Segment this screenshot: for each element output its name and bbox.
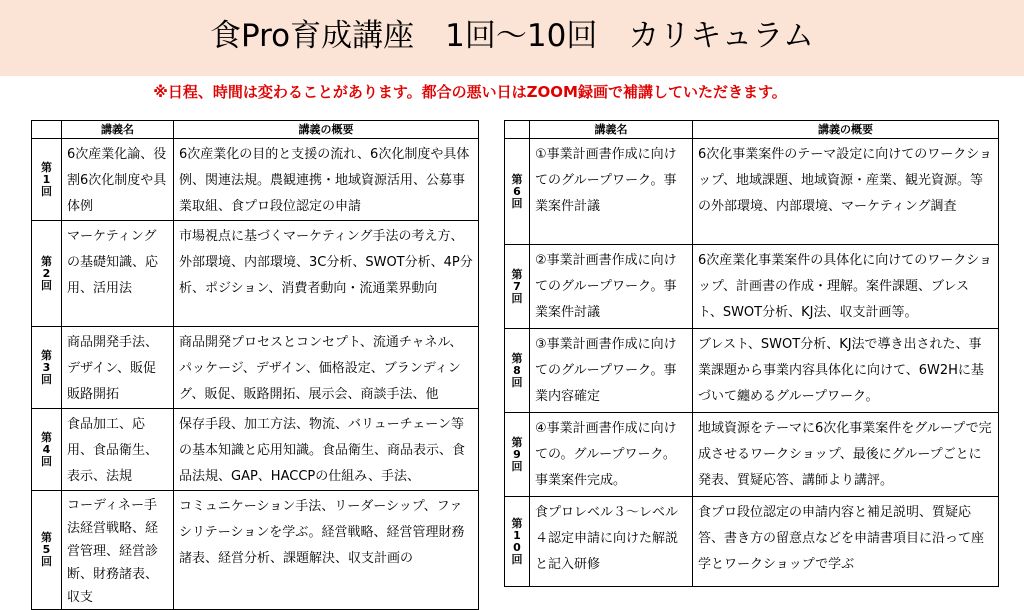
number-header: [32, 121, 62, 139]
lecture-name: ①事業計画書作成に向けてのグループワーク。事業案件計議: [530, 139, 693, 245]
table-row: [32, 327, 479, 409]
lecture-name: 食品加工、応用、食品衛生、表示、法規: [62, 409, 174, 491]
lecture-number: 第4回: [32, 409, 62, 491]
lecture-name: ④事業計画書作成に向けての。グループワーク。事業案件完成。: [530, 413, 693, 497]
lecture-name: ③事業計画書作成に向けてのグループワーク。事業内容確定: [530, 329, 693, 413]
lecture-summary: 商品開発プロセスとコンセプト、流通チャネル、パッケージ、デザイン、価格設定、ブランディング、販促、販路開拓、展示会、商談手法、他: [174, 327, 479, 409]
table-row: [505, 497, 999, 587]
number-header: [505, 121, 530, 139]
lecture-number: 第5回: [32, 491, 62, 610]
summary-header: 講義の概要: [693, 121, 999, 139]
summary-header: 講義の概要: [174, 121, 479, 139]
lecture-summary: 6次産業化事業案件の具体化に向けてのワークショップ、計画書の作成・理解。案件課題、ブレスト、SWOT分析、KJ法、収支計画等。: [693, 245, 999, 329]
lecture-name: マーケティングの基礎知識、応用、活用法: [62, 221, 174, 327]
lecture-name: コーディネー手法経営戦略、経営管理、経営診断、財務諸表、収支: [62, 491, 174, 610]
lecture-number: 第6回: [505, 139, 530, 245]
lecture-summary: 6次化事業案件のテーマ設定に向けてのワークショップ、地域課題、地域資源・産業、観光資源。等の外部環境、内部環境、マーケティング調査: [693, 139, 999, 245]
table-row: [505, 329, 999, 413]
table-row: [505, 413, 999, 497]
table-header-row: [505, 121, 999, 139]
curriculum-table-left: [31, 120, 479, 610]
lecture-summary: 市場視点に基づくマーケティング手法の考え方、外部環境、内部環境、3C分析、SWOT分析、4P分析、ポジション、消費者動向・流通業界動向: [174, 221, 479, 327]
lecture-number: 第8回: [505, 329, 530, 413]
lecture-number: 第10回: [505, 497, 530, 587]
table-row: [32, 409, 479, 491]
lecture-name: 食プロレベル３～レベル４認定申請に向けた解説と記入研修: [530, 497, 693, 587]
lecture-number: 第2回: [32, 221, 62, 327]
lecture-name: ②事業計画書作成に向けてのグループワーク。事業案件討議: [530, 245, 693, 329]
schedule-notice: ※日程、時間は変わることがあります。都合の悪い日はZOOM録画で補講していただきます。: [153, 83, 787, 101]
lecture-summary: 食プロ段位認定の申請内容と補足説明、質疑応答、書き方の留意点などを申請書項目に沿って座学とワークショップで学ぶ: [693, 497, 999, 587]
lecture-name: 6次産業化論、役割6次化制度や具体例: [62, 139, 174, 221]
lecture-number: 第3回: [32, 327, 62, 409]
lecture-name: 商品開発手法、デザイン、販促販路開拓: [62, 327, 174, 409]
course-name-header: 講義名: [530, 121, 693, 139]
lecture-number: 第9回: [505, 413, 530, 497]
lecture-number: 第1回: [32, 139, 62, 221]
lecture-summary: ブレスト、SWOT分析、KJ法で導き出された、事業課題から事業内容具体化に向けて、6W2Hに基づいて纏めるグループワーク。: [693, 329, 999, 413]
page-title: 食Pro育成講座 1回～10回 カリキュラム: [209, 18, 815, 54]
lecture-summary: コミュニケーション手法、リーダーシップ、ファシリテーションを学ぶ。経営戦略、経営管理財務諸表、経営分析、課題解決、収支計画の: [174, 491, 479, 610]
curriculum-table-right: [504, 120, 999, 587]
lecture-summary: 6次産業化の目的と支援の流れ、6次化制度や具体例、関連法規。農観連携・地域資源活用、公募事業取組、食プロ段位認定の申請: [174, 139, 479, 221]
table-header-row: [32, 121, 479, 139]
lecture-number: 第7回: [505, 245, 530, 329]
table-row: [505, 139, 999, 245]
table-row: [32, 139, 479, 221]
lecture-summary: 保存手段、加工方法、物流、バリューチェーン等の基本知識と応用知識。食品衛生、商品表示、食品法規、GAP、HACCPの仕組み、手法、: [174, 409, 479, 491]
table-row: [505, 245, 999, 329]
lecture-summary: 地域資源をテーマに6次化事業案件をグループで完成させるワークショップ、最後にグループごとに発表、質疑応答、講師より講評。: [693, 413, 999, 497]
table-row: [32, 491, 479, 610]
course-name-header: 講義名: [62, 121, 174, 139]
table-row: [32, 221, 479, 327]
